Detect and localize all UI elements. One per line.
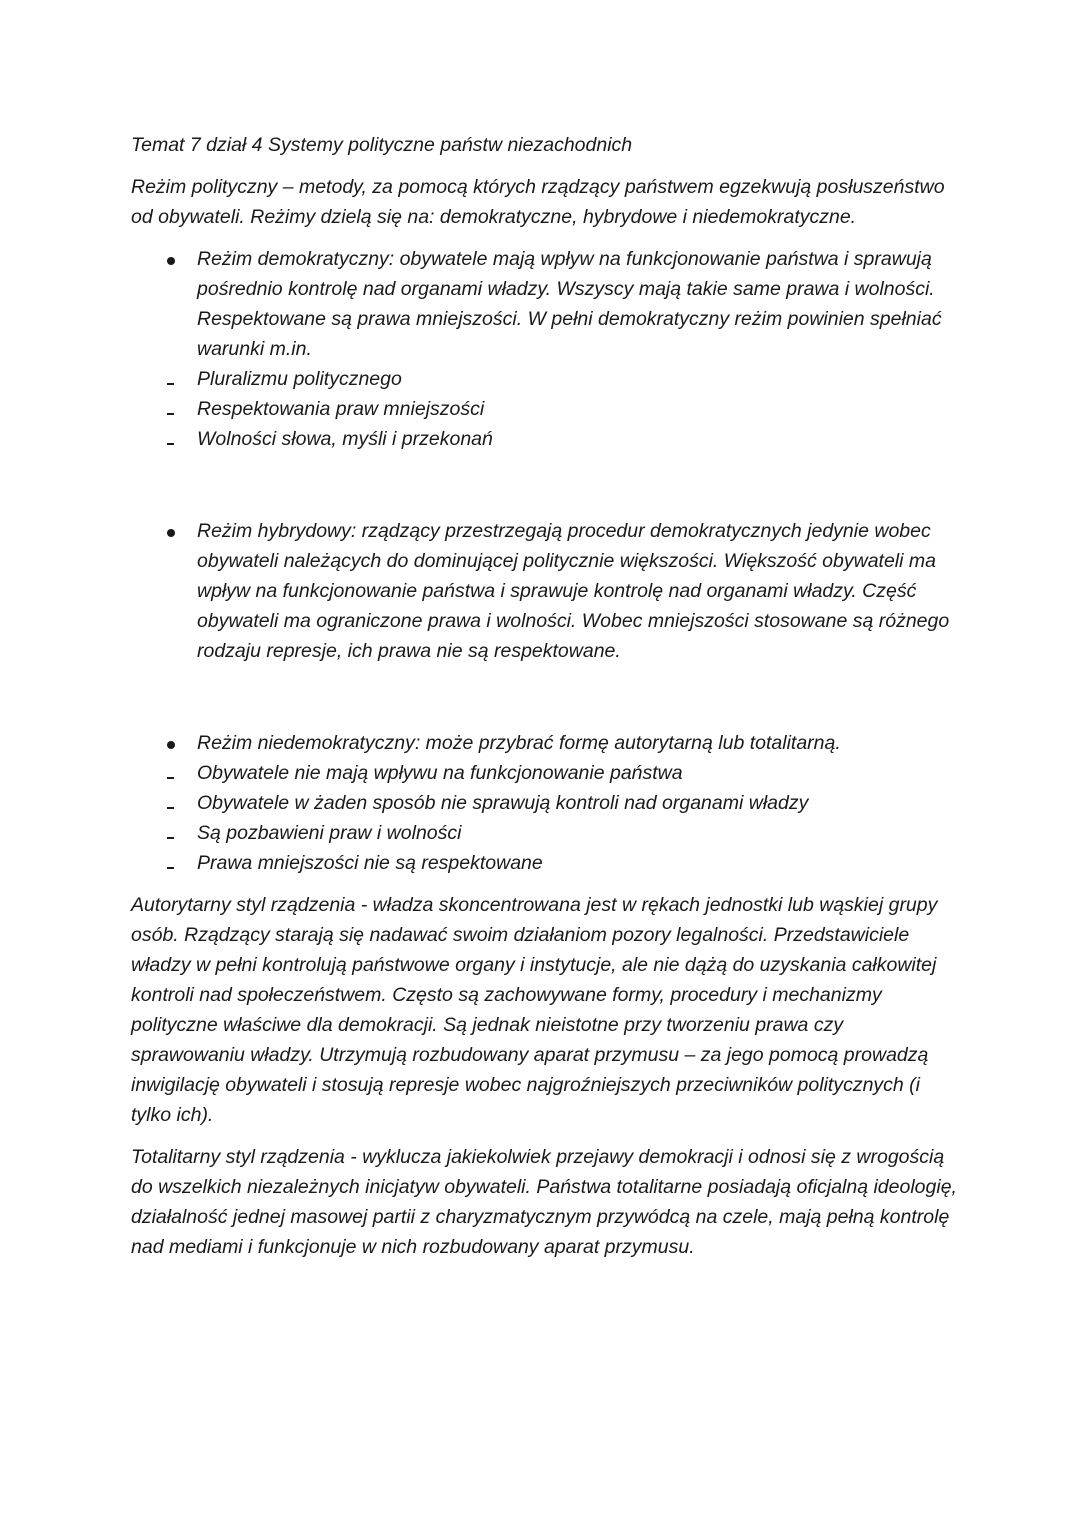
hybrid-regime-list <box>131 516 961 666</box>
bullet-democratic <box>131 244 961 364</box>
democratic-regime-list <box>131 244 961 454</box>
dash-item <box>131 788 961 818</box>
bullet-nondemocratic <box>131 728 961 758</box>
dash-item-text: Są pozbawieni praw i wolności <box>197 822 462 844</box>
dash-icon <box>167 413 174 415</box>
document-page <box>131 130 961 1262</box>
nondemocratic-regime-list <box>131 728 961 878</box>
dash-item-text: Respektowania praw mniejszości <box>197 398 485 420</box>
authoritarian-paragraph: Autorytarny styl rządzenia - władza skoncentrowana jest w rękach jednostki lub wąskiej grupy osób. Rządzący starają się nadawać swoim działaniom pozory legalności. Przedstawiciele władzy w pełni kontrolują państwowe organy i instytucje, ale nie dążą do uzyskania całkowitej kontroli nad społeczeństwem. Często są zachowywane formy, procedury i mechanizmy polityczne właściwe dla demokracji. Są jednak nieistotne przy tworzeniu prawa czy sprawowaniu władzy. Utrzymują rozbudowany aparat przymusu – za jego pomocą prowadzą inwigilację obywateli i stosują represje wobec najgroźniejszych przeciwników politycznych (i tylko ich). <box>131 894 938 1126</box>
dash-item-text: Obywatele w żaden sposób nie sprawują kontroli nad organami władzy <box>197 792 809 814</box>
dash-item-text: Obywatele nie mają wpływu na funkcjonowanie państwa <box>197 762 683 784</box>
dash-item <box>131 818 961 848</box>
bullet-hybrid-text: Reżim hybrydowy: rządzący przestrzegają procedur demokratycznych jedynie wobec obywateli należących do dominującej politycznie większości. Większość obywateli ma wpływ na funkcjonowanie państwa i sprawuje kontrolę nad organami władzy. Część obywateli ma ograniczone prawa i wolności. Wobec mniejszości stosowane są różnego rodzaju represje, ich prawa nie są respektowane. <box>197 520 950 662</box>
document-title: Temat 7 dział 4 Systemy polityczne państw niezachodnich <box>131 134 633 156</box>
dash-item-text: Prawa mniejszości nie są respektowane <box>197 852 543 874</box>
dash-item <box>131 364 961 394</box>
bullet-dot-icon <box>167 257 175 265</box>
dash-item <box>131 424 961 454</box>
dash-item-text: Pluralizmu politycznego <box>197 368 402 390</box>
dash-item <box>131 394 961 424</box>
dash-item <box>131 848 961 878</box>
dash-item-text: Wolności słowa, myśli i przekonań <box>197 428 493 450</box>
dash-icon <box>167 777 174 779</box>
dash-icon <box>167 807 174 809</box>
bullet-nondemocratic-text: Reżim niedemokratyczny: może przybrać formę autorytarną lub totalitarną. <box>197 732 841 754</box>
totalitarian-paragraph: Totalitarny styl rządzenia - wyklucza jakiekolwiek przejawy demokracji i odnosi się z wrogością do wszelkich niezależnych inicjatyw obywateli. Państwa totalitarne posiadają oficjalną ideologię, działalność jednej masowej partii z charyzmatycznym przywódcą na czele, mają pełną kontrolę nad mediami i funkcjonuje w nich rozbudowany aparat przymusu. <box>131 1146 957 1258</box>
dash-icon <box>167 443 174 445</box>
bullet-dot-icon <box>167 741 175 749</box>
bullet-dot-icon <box>167 529 175 537</box>
bullet-hybrid <box>131 516 961 666</box>
intro-paragraph: Reżim polityczny – metody, za pomocą których rządzący państwem egzekwują posłuszeństwo od obywateli. Reżimy dzielą się na: demokratyczne, hybrydowe i niedemokratyczne. <box>131 176 945 228</box>
dash-icon <box>167 867 174 869</box>
dash-icon <box>167 383 174 385</box>
bullet-democratic-text: Reżim demokratyczny: obywatele mają wpływ na funkcjonowanie państwa i sprawują pośrednio kontrolę nad organami władzy. Wszyscy mają takie same prawa i wolności. Respektowane są prawa mniejszości. W pełni demokratyczny reżim powinien spełniać warunki m.in. <box>197 248 942 360</box>
dash-item <box>131 758 961 788</box>
dash-icon <box>167 837 174 839</box>
